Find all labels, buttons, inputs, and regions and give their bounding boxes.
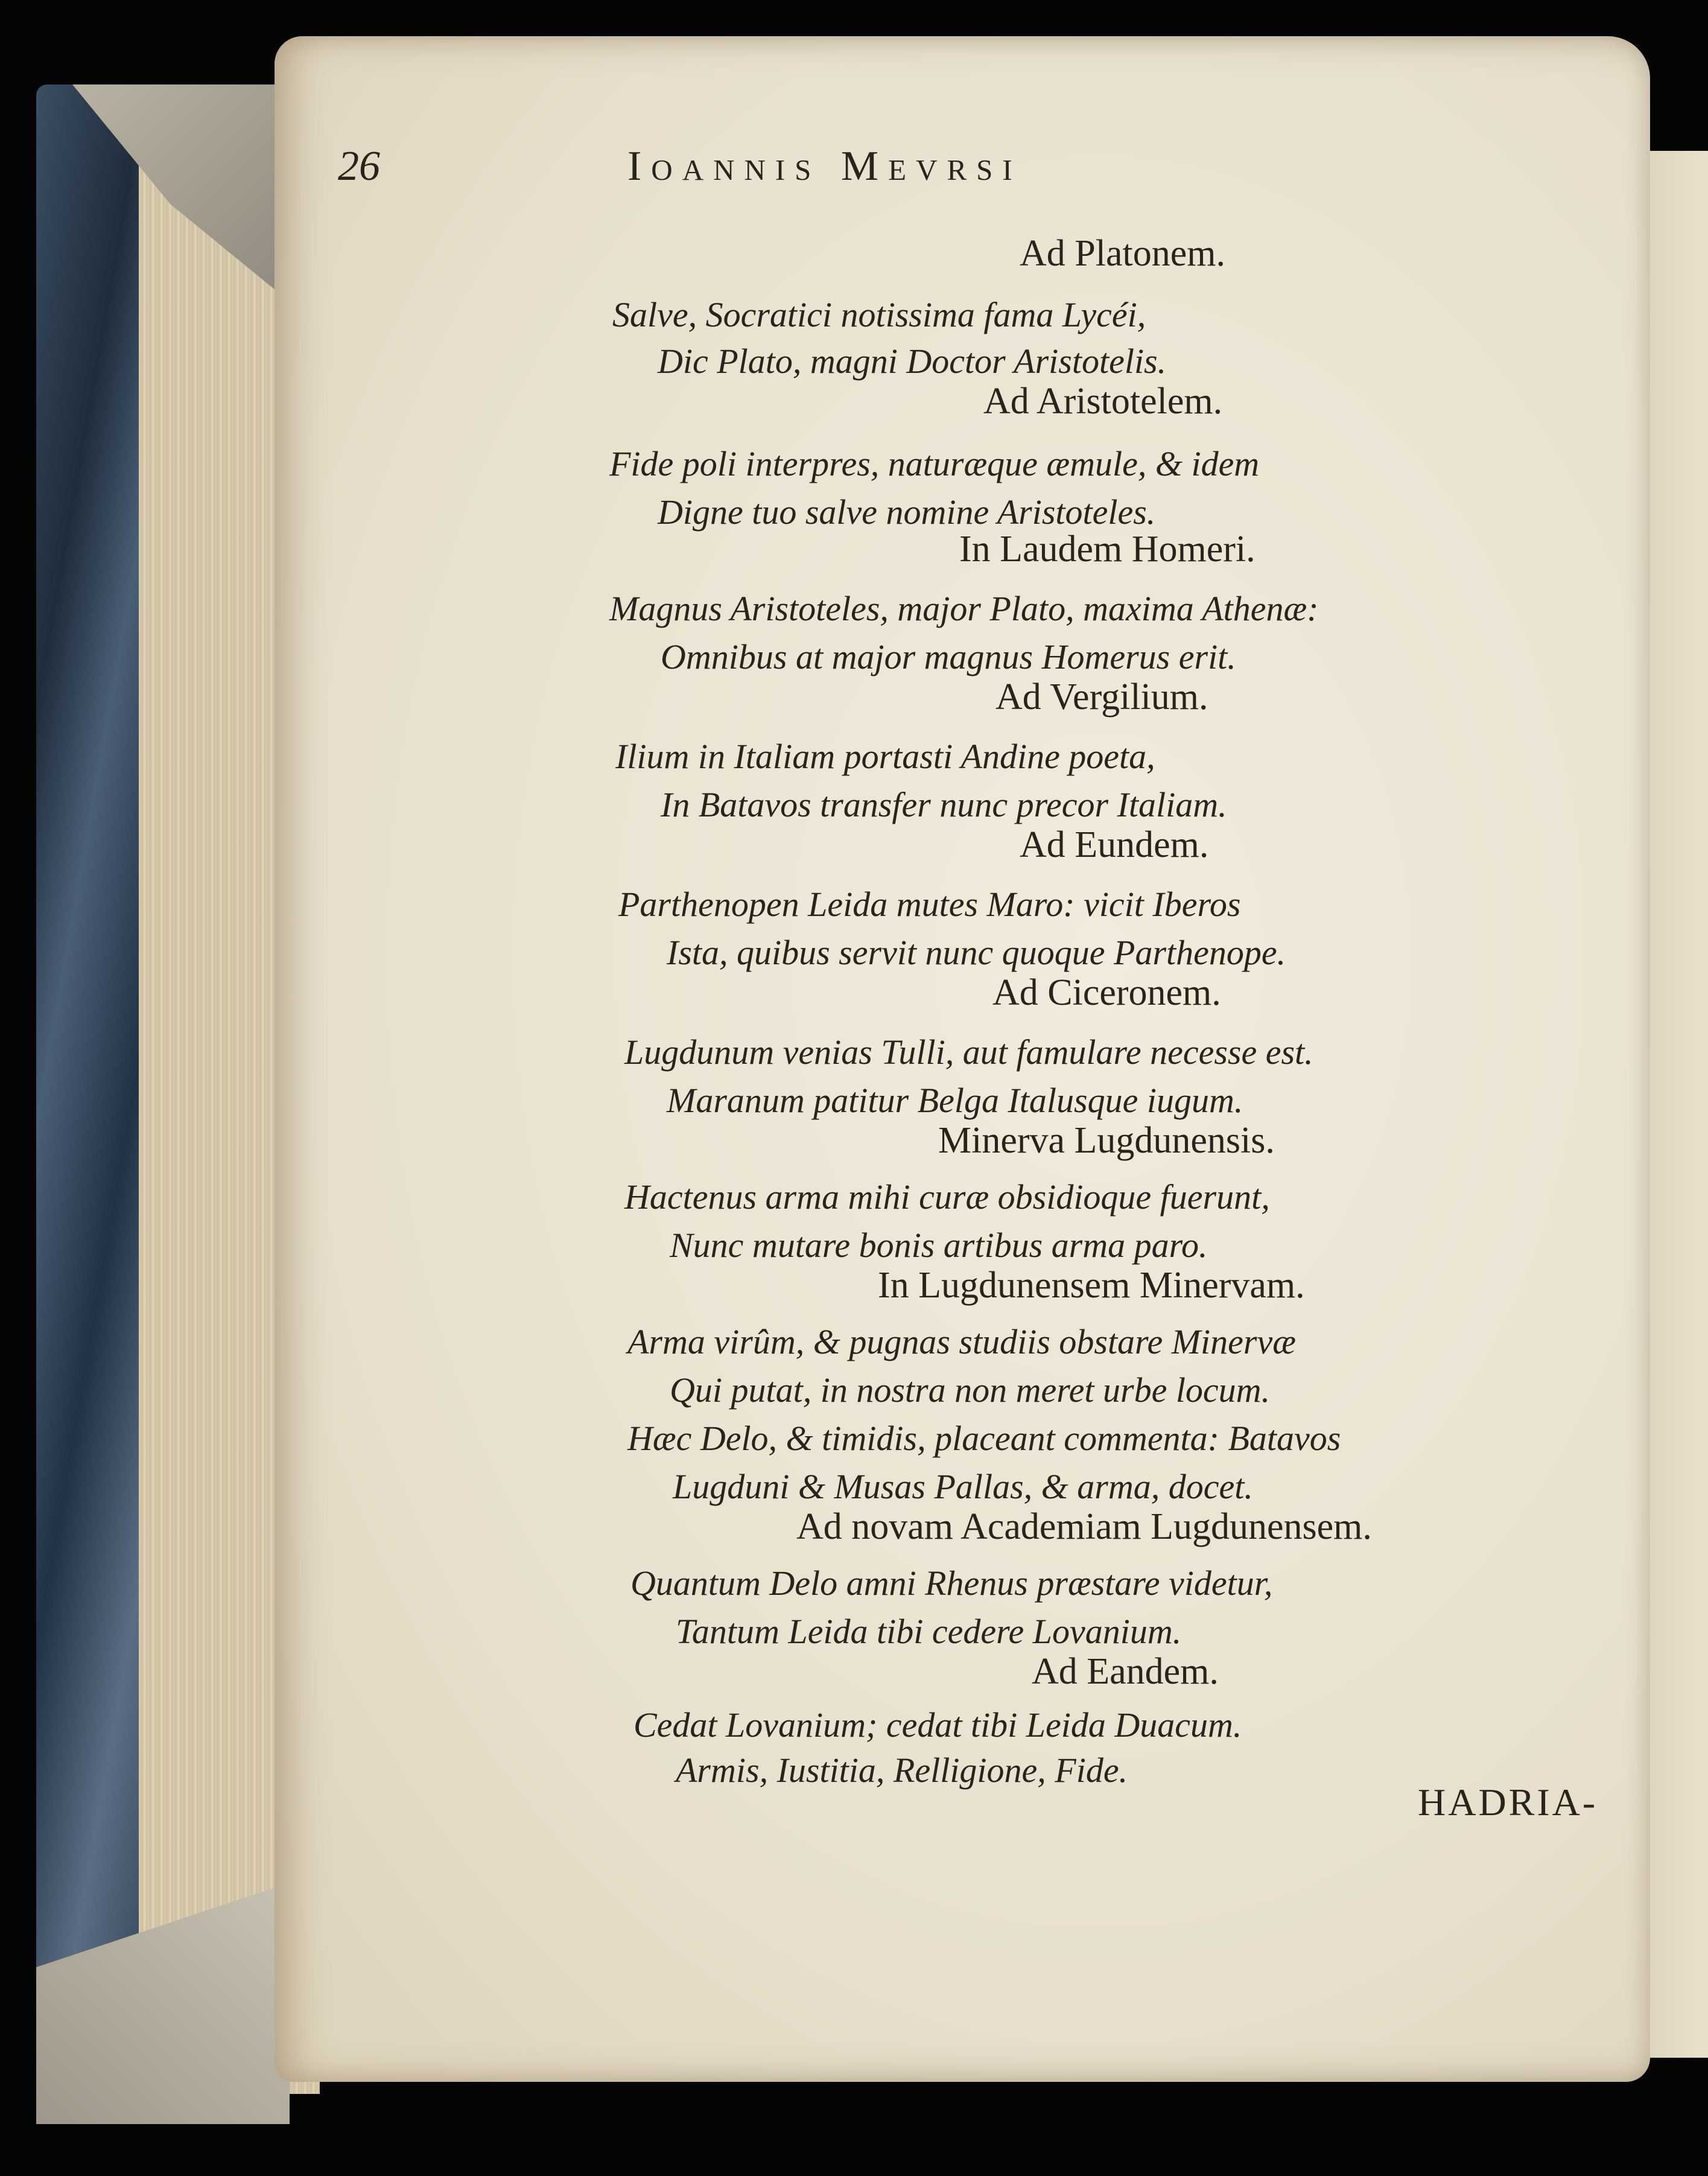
verse-line: In Batavos transfer nunc precor Italiam. bbox=[661, 785, 1227, 824]
poem-title: Ad Platonem. bbox=[1020, 233, 1225, 274]
running-title: Ioannis Mevrsi bbox=[627, 143, 1022, 189]
verse-line: Arma virûm, & pugnas studiis obstare Minervæ bbox=[627, 1322, 1296, 1361]
verse-line: Magnus Aristoteles, major Plato, maxima Athenæ: bbox=[609, 589, 1319, 628]
poem-title: Minerva Lugdunensis. bbox=[938, 1120, 1275, 1161]
verse-line: Digne tuo salve nomine Aristoteles. bbox=[658, 492, 1156, 532]
verse-line: Cedat Lovanium; cedat tibi Leida Duacum. bbox=[633, 1705, 1242, 1745]
poem-title: In Lugdunensem Minervam. bbox=[878, 1265, 1305, 1306]
poem-title: Ad novam Academiam Lugdunensem. bbox=[796, 1506, 1372, 1547]
verse-line: Salve, Socratici notissima fama Lycéi, bbox=[612, 295, 1146, 334]
verse-line: Hactenus arma mihi curæ obsidioque fuerunt, bbox=[624, 1177, 1270, 1217]
poem-title: Ad Eundem. bbox=[1020, 824, 1209, 865]
verse-line: Parthenopen Leida mutes Maro: vicit Iberos bbox=[618, 885, 1241, 924]
verse-line: Maranum patitur Belga Italusque iugum. bbox=[667, 1081, 1243, 1120]
verse-line: Ista, quibus servit nunc quoque Parthenope. bbox=[667, 933, 1286, 972]
verse-line: Ilium in Italiam portasti Andine poeta, bbox=[615, 737, 1155, 776]
verse-line: Armis, Iustitia, Relligione, Fide. bbox=[676, 1751, 1128, 1790]
poem-title: Ad Eandem. bbox=[1032, 1651, 1219, 1692]
poem-title: Ad Aristotelem. bbox=[983, 381, 1223, 422]
poem-title: Ad Ciceronem. bbox=[992, 972, 1221, 1013]
page-number: 26 bbox=[338, 143, 380, 189]
verse-line: Quantum Delo amni Rhenus præstare videtur, bbox=[630, 1564, 1273, 1603]
verse-line: Hæc Delo, & timidis, placeant commenta: Batavos bbox=[627, 1419, 1341, 1458]
verse-line: Lugduni & Musas Pallas, & arma, docet. bbox=[673, 1467, 1253, 1506]
verse-line: Tantum Leida tibi cedere Lovanium. bbox=[676, 1612, 1182, 1651]
poem-title: In Laudem Homeri. bbox=[959, 529, 1256, 570]
verse-line: Lugdunum venias Tulli, aut famulare necesse est. bbox=[624, 1032, 1313, 1072]
catchword: HADRIA- bbox=[1418, 1781, 1598, 1824]
verse-line: Dic Plato, magni Doctor Aristotelis. bbox=[658, 342, 1167, 381]
verse-line: Qui putat, in nostra non meret urbe locum. bbox=[670, 1370, 1271, 1410]
poem-title: Ad Vergilium. bbox=[995, 676, 1208, 717]
verse-line: Nunc mutare bonis artibus arma paro. bbox=[670, 1226, 1208, 1265]
verse-line: Omnibus at major magnus Homerus erit. bbox=[661, 637, 1236, 676]
verse-line: Fide poli interpres, naturæque æmule, & idem bbox=[609, 444, 1260, 483]
